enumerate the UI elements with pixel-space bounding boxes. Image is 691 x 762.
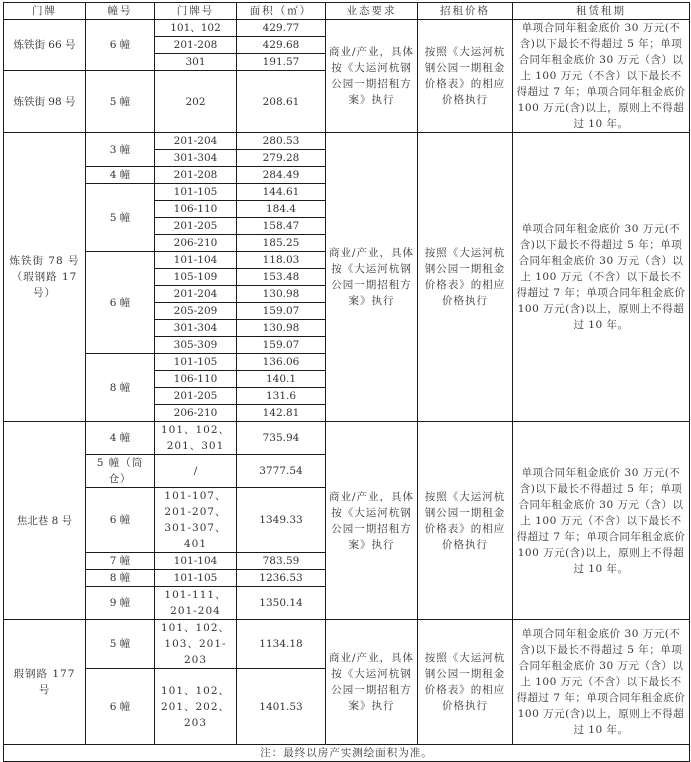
- lease-term-cell: 单项合同年租金底价 30 万元(不含)以下最长不得超过 5 年；单项合同年租金底价 30 万元（含）以上 100 万元（不含）以下最长不得超过 7 年；单项合同年租金底价 100 万元(含)以上，原则上不得超过 10 年。: [513, 133, 690, 422]
- door-number-cell: 101-105: [155, 184, 237, 201]
- header-area: 面积（㎡）: [237, 3, 326, 20]
- area-cell: 136.06: [237, 354, 326, 371]
- door-number-cell: 201-205: [155, 218, 237, 235]
- rent-price-cell: 按照《大运河杭钢公园一期租金价格表》的相应价格执行: [418, 133, 513, 422]
- building-cell: 5 幢: [86, 71, 155, 133]
- area-cell: 131.6: [237, 388, 326, 405]
- door-number-cell: 201-208: [155, 37, 237, 54]
- lease-term-cell: 单项合同年租金底价 30 万元(不含)以下最长不得超过 5 年；单项合同年租金底价 30 万元（含）以上 100 万元（不含）以下最长不得超过 7 年；单项合同年租金底价 100 万元(含)以上，原则上不得超过 10 年。: [513, 20, 690, 133]
- area-cell: 142.81: [237, 405, 326, 422]
- table-row: [4, 620, 690, 669]
- header-address: 门牌: [4, 3, 86, 20]
- rent-price-cell: 按照《大运河杭钢公园一期租金价格表》的相应价格执行: [418, 20, 513, 133]
- building-cell: 6 幢: [86, 252, 155, 354]
- header-door-number: 门牌号: [155, 3, 237, 20]
- lease-term-cell: 单项合同年租金底价 30 万元(不含)以下最长不得超过 5 年；单项合同年租金底价 30 万元（含）以上 100 万元（不含）以下最长不得超过 7 年；单项合同年租金底价 100 万元(含)以上，原则上不得超过 10 年。: [513, 620, 690, 745]
- area-cell: 153.48: [237, 269, 326, 286]
- area-cell: 1134.18: [237, 620, 326, 669]
- door-number-cell: 301: [155, 54, 237, 71]
- header-row: [4, 3, 690, 20]
- area-cell: 184.4: [237, 201, 326, 218]
- building-cell: 3 幢: [86, 133, 155, 167]
- document-page: [3, 2, 690, 762]
- area-cell: 3777.54: [237, 455, 326, 488]
- business-requirement-cell: 商业/产业，具体按《大运河杭钢公园一期招租方案》执行: [326, 20, 418, 133]
- area-cell: 429.68: [237, 37, 326, 54]
- area-cell: 208.61: [237, 71, 326, 133]
- lease-table: [3, 2, 690, 762]
- door-number-cell: /: [155, 455, 237, 488]
- building-cell: 6 幢: [86, 488, 155, 553]
- rent-price-cell: 按照《大运河杭钢公园一期租金价格表》的相应价格执行: [418, 620, 513, 745]
- door-number-cell: 101、102、201、202、203: [155, 669, 237, 745]
- building-cell: 5 幢: [86, 184, 155, 252]
- area-cell: 159.07: [237, 337, 326, 354]
- building-cell: 5 幢（筒仓）: [86, 455, 155, 488]
- address-cell: 焦北巷 8 号: [4, 422, 86, 620]
- area-cell: 140.1: [237, 371, 326, 388]
- building-cell: 7 幢: [86, 553, 155, 570]
- area-cell: 185.25: [237, 235, 326, 252]
- building-cell: 6 幢: [86, 20, 155, 71]
- header-business-requirement: 业态要求: [326, 3, 418, 20]
- address-cell: 炼铁街 78 号（瑕钢路 17 号）: [4, 133, 86, 422]
- area-cell: 118.03: [237, 252, 326, 269]
- door-number-cell: 206-210: [155, 235, 237, 252]
- door-number-cell: 101-105: [155, 570, 237, 587]
- address-cell: 炼铁街 98 号: [4, 71, 86, 133]
- building-cell: 8 幢: [86, 570, 155, 587]
- door-number-cell: 101、102: [155, 20, 237, 37]
- door-number-cell: 301-304: [155, 320, 237, 337]
- door-number-cell: 202: [155, 71, 237, 133]
- building-cell: 9 幢: [86, 587, 155, 620]
- area-cell: 130.98: [237, 286, 326, 303]
- door-number-cell: 305-309: [155, 337, 237, 354]
- footnote: 注：最终以房产实测绘面积为准。: [4, 745, 690, 762]
- building-cell: 4 幢: [86, 167, 155, 184]
- door-number-cell: 101-107、201-207、301-307、401: [155, 488, 237, 553]
- header-building: 幢号: [86, 3, 155, 20]
- door-number-cell: 201-208: [155, 167, 237, 184]
- area-cell: 158.47: [237, 218, 326, 235]
- area-cell: 783.59: [237, 553, 326, 570]
- door-number-cell: 205-209: [155, 303, 237, 320]
- table-row: [4, 133, 690, 150]
- building-cell: 6 幢: [86, 669, 155, 745]
- door-number-cell: 101、102、103、201-203: [155, 620, 237, 669]
- area-cell: 144.61: [237, 184, 326, 201]
- business-requirement-cell: 商业/产业，具体按《大运河杭钢公园一期招租方案》执行: [326, 422, 418, 620]
- door-number-cell: 201-204: [155, 286, 237, 303]
- door-number-cell: 101-104: [155, 553, 237, 570]
- area-cell: 735.94: [237, 422, 326, 455]
- table-row: [4, 20, 690, 37]
- area-cell: 1236.53: [237, 570, 326, 587]
- building-cell: 4 幢: [86, 422, 155, 455]
- building-cell: 8 幢: [86, 354, 155, 422]
- door-number-cell: 106-110: [155, 371, 237, 388]
- rent-price-cell: 按照《大运河杭钢公园一期租金价格表》的相应价格执行: [418, 422, 513, 620]
- header-lease-term: 租赁租期: [513, 3, 690, 20]
- building-cell: 5 幢: [86, 620, 155, 669]
- door-number-cell: 105-109: [155, 269, 237, 286]
- address-cell: 炼铁街 66 号: [4, 20, 86, 71]
- area-cell: 279.28: [237, 150, 326, 167]
- lease-term-cell: 单项合同年租金底价 30 万元(不含)以下最长不得超过 5 年；单项合同年租金底价 30 万元（含）以上 100 万元（不含）以下最长不得超过 7 年；单项合同年租金底价 100 万元(含)以上，原则上不得超过 10 年。: [513, 422, 690, 620]
- note-row: [4, 745, 690, 762]
- table-row: [4, 422, 690, 455]
- door-number-cell: 101-111、201-204: [155, 587, 237, 620]
- address-cell: 瑕钢路 177 号: [4, 620, 86, 745]
- business-requirement-cell: 商业/产业，具体按《大运河杭钢公园一期招租方案》执行: [326, 133, 418, 422]
- area-cell: 191.57: [237, 54, 326, 71]
- area-cell: 429.77: [237, 20, 326, 37]
- door-number-cell: 106-110: [155, 201, 237, 218]
- door-number-cell: 201-205: [155, 388, 237, 405]
- door-number-cell: 101-105: [155, 354, 237, 371]
- area-cell: 1401.53: [237, 669, 326, 745]
- header-rent-price: 招租价格: [418, 3, 513, 20]
- area-cell: 159.07: [237, 303, 326, 320]
- door-number-cell: 206-210: [155, 405, 237, 422]
- area-cell: 130.98: [237, 320, 326, 337]
- door-number-cell: 101-104: [155, 252, 237, 269]
- door-number-cell: 201-204: [155, 133, 237, 150]
- area-cell: 284.49: [237, 167, 326, 184]
- area-cell: 1349.33: [237, 488, 326, 553]
- door-number-cell: 301-304: [155, 150, 237, 167]
- door-number-cell: 101、102、201、301: [155, 422, 237, 455]
- business-requirement-cell: 商业/产业，具体按《大运河杭钢公园一期招租方案》执行: [326, 620, 418, 745]
- area-cell: 280.53: [237, 133, 326, 150]
- area-cell: 1350.14: [237, 587, 326, 620]
